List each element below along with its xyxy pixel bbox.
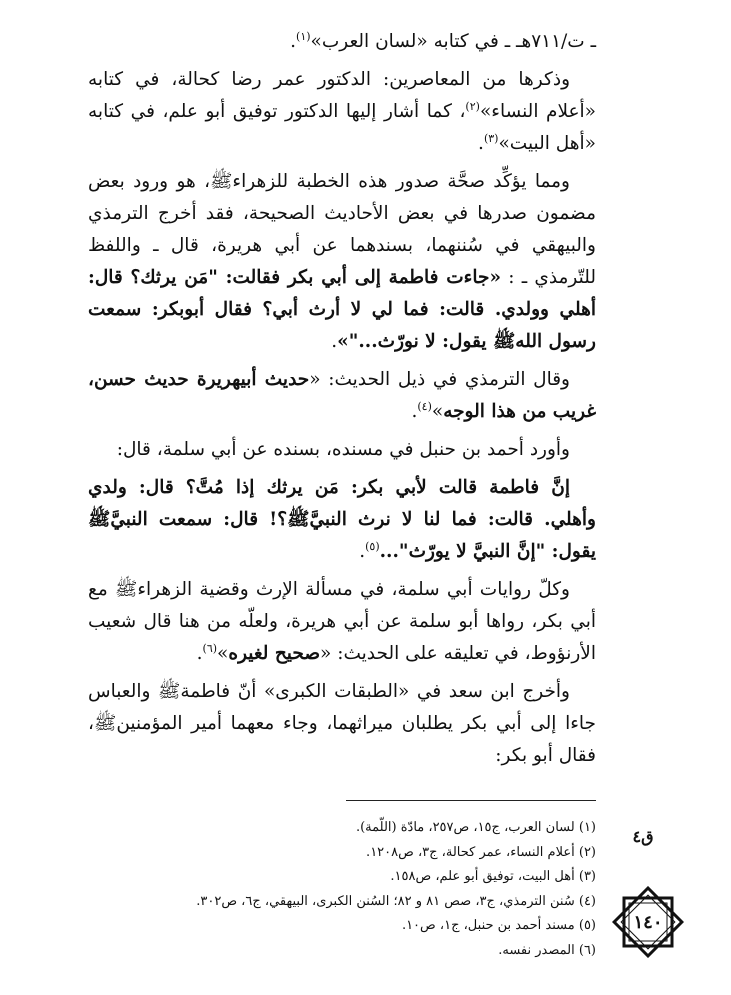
p7-quote: صحيح لغيره <box>228 643 321 664</box>
footnote-1: (١) لسان العرب، ج١٥، ص٢٥٧، مادّة (اللّمة). <box>355 820 596 835</box>
paragraph-6 <box>88 472 596 568</box>
footnote-ref-1: (١) <box>296 29 311 43</box>
page-number-badge <box>612 886 684 958</box>
body-text <box>88 26 596 778</box>
p6-end: . <box>359 541 366 562</box>
paragraph-1 <box>88 26 596 58</box>
p7-end: . <box>196 643 203 664</box>
chapter-marker: ق٤ <box>632 827 654 846</box>
p5-text: وأورد أحمد بن حنبل في مسنده، بسنده عن أبي سلمة، قال: <box>116 439 570 460</box>
paragraph-2 <box>88 64 596 160</box>
footnote-5: (٥) مسند أحمد بن حنبل، ج١، ص١٠. <box>401 918 596 933</box>
p4-quote: حديث أبيهريرة حديث حسن، غريب من هذا الوجه <box>88 369 596 422</box>
paragraph-5 <box>88 434 596 466</box>
p6-hadith-quote: إنَّ فاطمة قالت لأبي بكر: مَن يرثك إذا مُتَّ؟ قال: ولدي وأهلي. قالت: فما لنا لا نرث النبيَّﷺ؟! قال: سمعت النبيَّﷺ يقول: "إنَّ النبيَّ لا يورّث"... <box>88 477 596 562</box>
p1-text: ـ ت/٧١١هـ ـ في كتابه «لسان العرب» <box>310 31 596 52</box>
p4-close: » <box>431 401 444 422</box>
footnote-4: (٤) سُنن الترمذي، ج٣، صص ٨١ و ٨٢؛ السُنن الكبرى، البيهقي، ج٦، ص٣٠٢. <box>196 893 596 909</box>
paragraph-7 <box>88 574 596 670</box>
footnotes <box>170 816 596 963</box>
paragraph-3 <box>88 166 596 358</box>
p7-close: » <box>217 643 229 664</box>
p4-text: وقال الترمذي في ذيل الحديث: « <box>309 369 570 390</box>
paragraph-4 <box>88 364 596 428</box>
footnote-2: (٢) أعلام النساء، عمر كحالة، ج٣، ص١٢٠٨. <box>366 844 596 860</box>
footnote-ref-6: (٦) <box>202 641 218 655</box>
footnote-ref-2: (٢) <box>465 99 480 113</box>
footnote-3: (٣) أهل البيت، توفيق أبو علم، ص١٥٨. <box>390 869 596 884</box>
p3-text: ومما يؤكِّد صحَّة صدور هذه الخطبة للزهراءﷺ، هو ورود بعض مضمون صدرها في بعض الأحاديث الصحيحة، فقد أخرج الترمذي والبيهقي في سُننهما، بسندهما عن أبي هريرة، قال ـ واللفظ للتّرمذي ـ : <box>88 171 596 288</box>
footnote-separator <box>346 800 596 801</box>
p7-text: وكلّ روايات أبي سلمة، في مسألة الإرث وقضية الزهراءﷺ مع أبي بكر، رواها أبو سلمة عن أبي هريرة، ولعلّه من هنا قال شعيب الأرنؤوط، في تعليقه على الحديث: « <box>88 579 596 664</box>
p8-text: وأخرج ابن سعد في «الطبقات الكبرى» أنّ فاطمةﷺ والعباس جاءا إلى أبي بكر يطلبان ميراثهما، وجاء معهما أمير المؤمنينﷺ، فقال أبو بكر: <box>88 681 596 766</box>
p1-end: . <box>290 31 297 52</box>
p2-end: . <box>478 133 484 154</box>
p2-text: وذكرها من المعاصرين: الدكتور عمر رضا كحالة، في كتابه «أعلام النساء» <box>88 69 596 122</box>
p2-text-b: ، كما أشار إليها الدكتور توفيق أبو علم، في كتابه «أهل البيت» <box>88 101 596 154</box>
p3-end: . <box>331 331 338 352</box>
footnote-ref-5: (٥) <box>365 539 380 553</box>
p4-end: . <box>411 401 418 422</box>
footnote-ref-3: (٣) <box>483 131 499 145</box>
footnote-6: (٦) المصدر نفسه. <box>498 942 596 958</box>
footnote-ref-4: (٤) <box>417 399 432 413</box>
paragraph-8 <box>88 676 596 772</box>
page-number: ١٤٠ <box>633 911 663 933</box>
p3-hadith-quote: «جاءت فاطمة إلى أبي بكر فقالت: "مَن يرثك؟ قال: أهلي وولدي. قالت: فما لي لا أرث أبي؟ فقال أبوبكر: سمعت رسول اللهﷺ يقول: لا نورّث..."» <box>88 267 596 352</box>
